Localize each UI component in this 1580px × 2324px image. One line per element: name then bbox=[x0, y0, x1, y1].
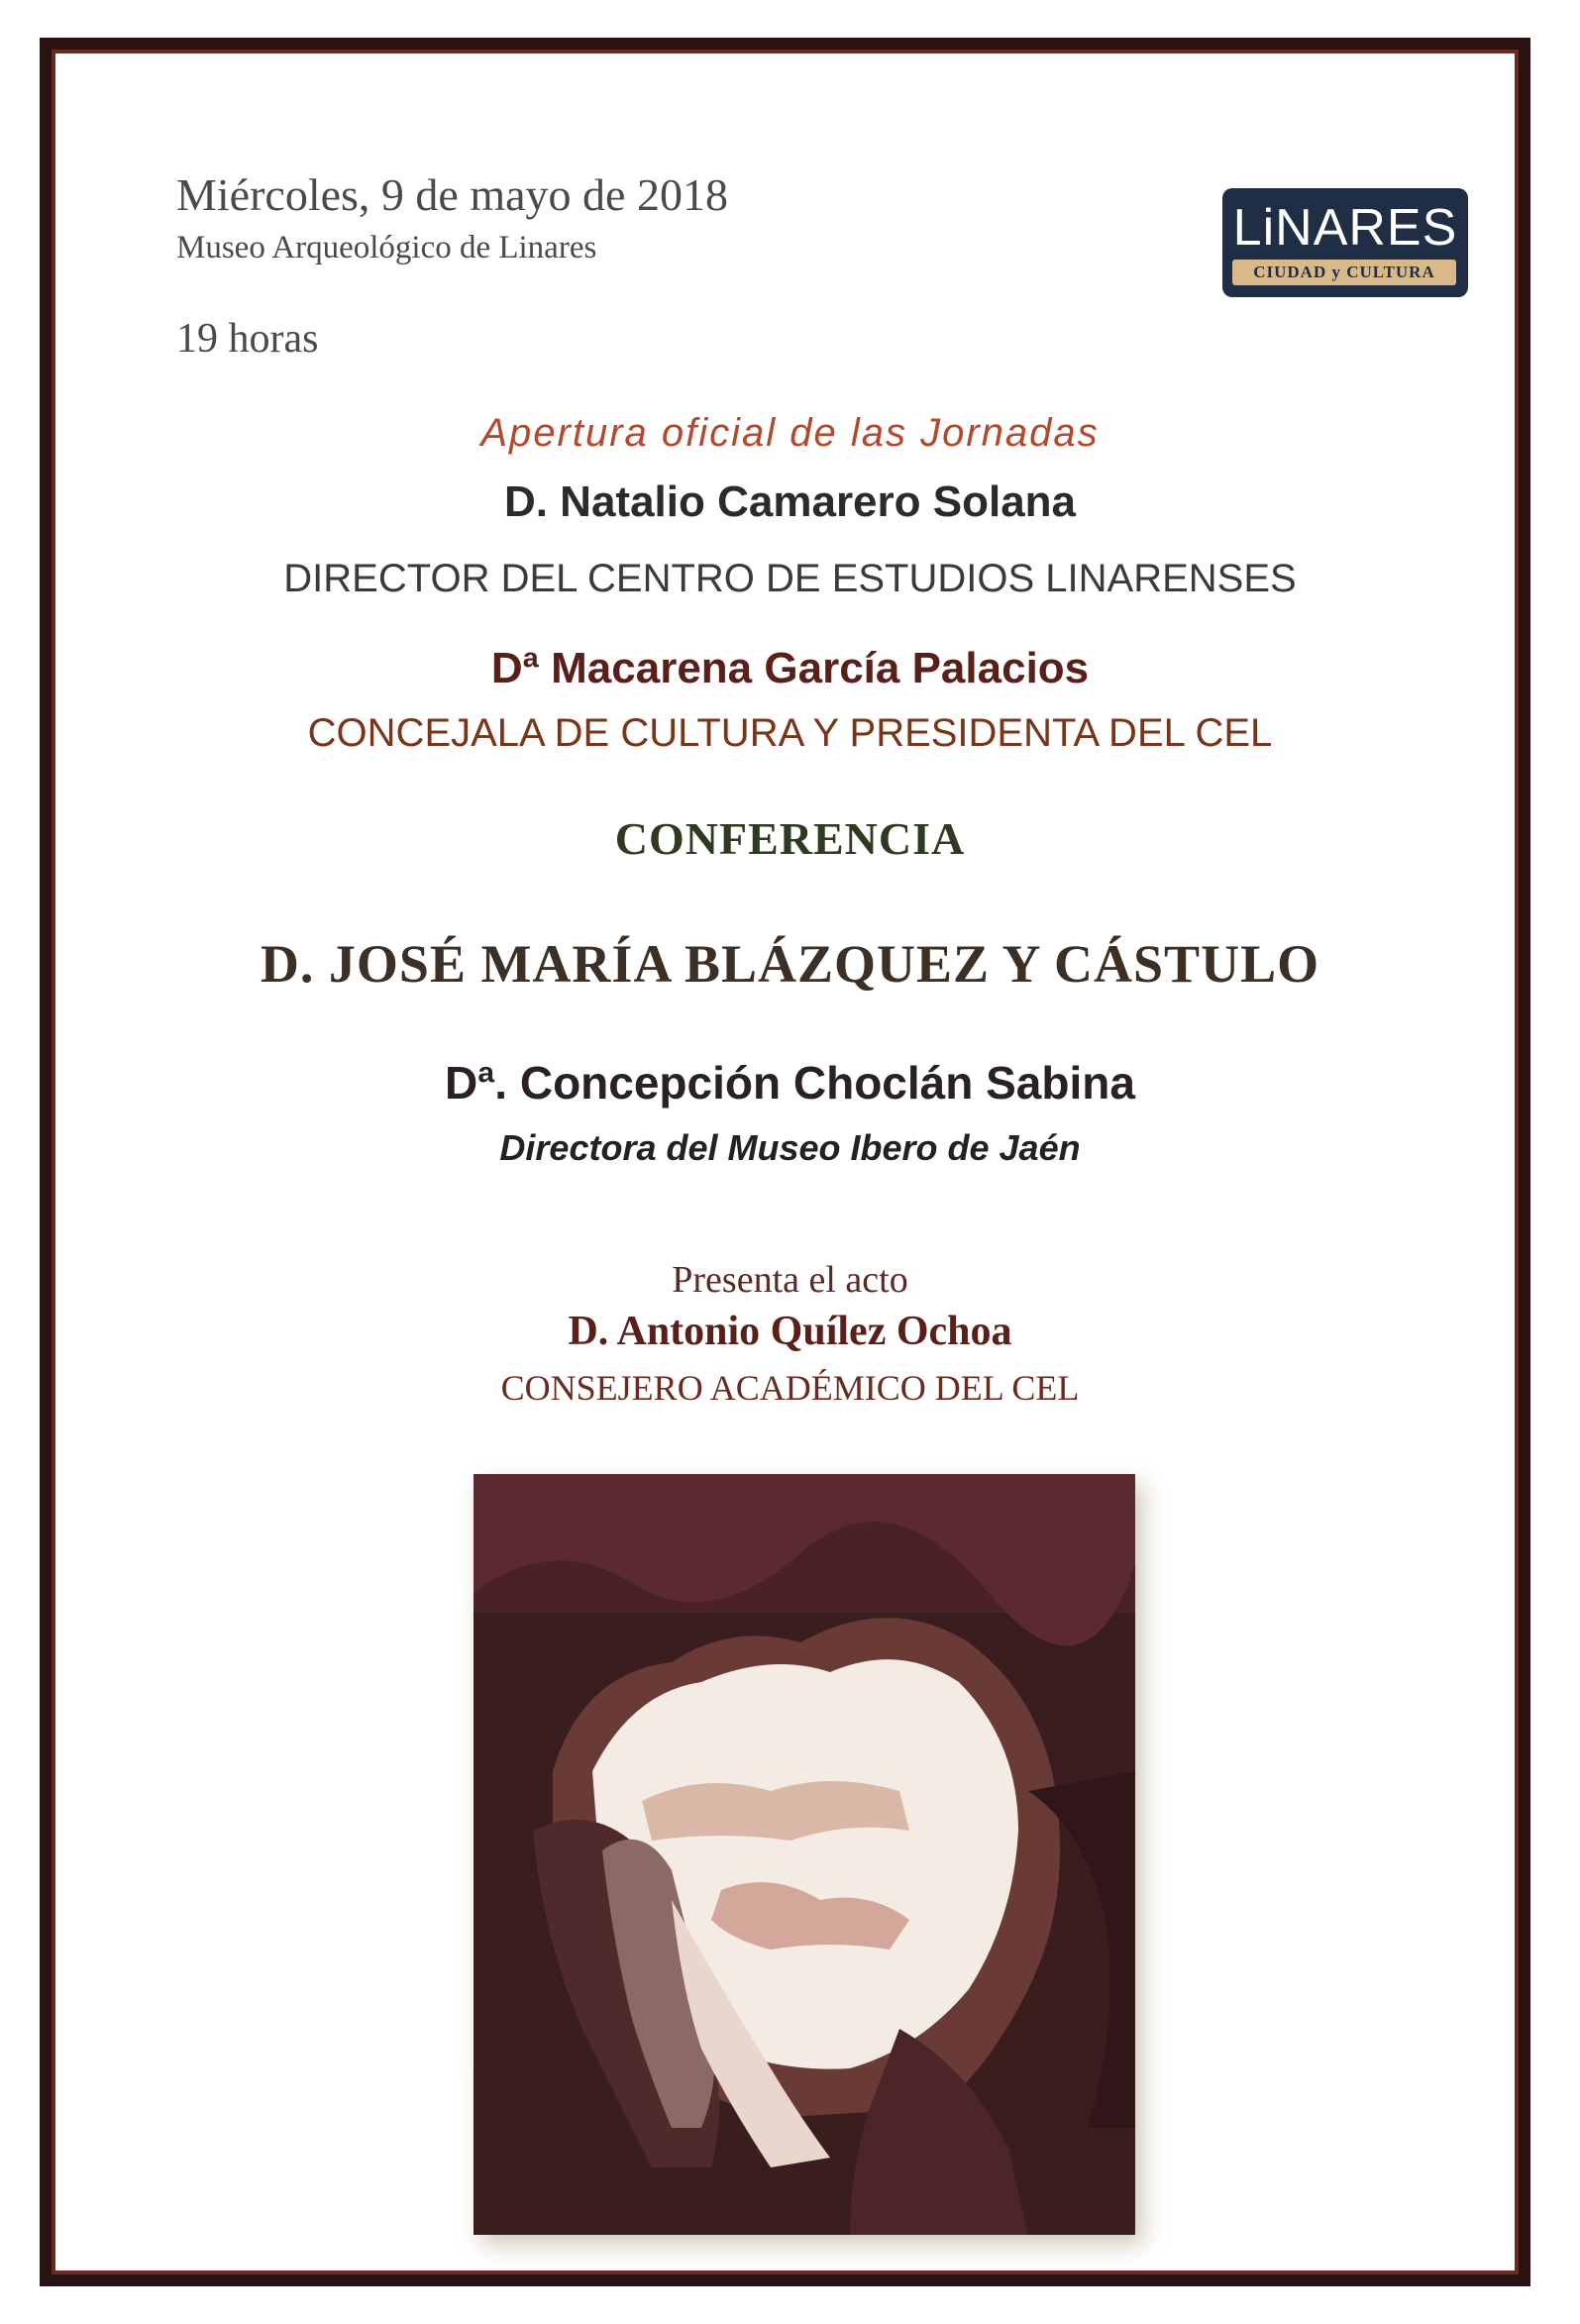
conference-speaker-name: Dª. Concepción Choclán Sabina bbox=[445, 1057, 1135, 1109]
presenter-role: CONSEJERO ACADÉMICO DEL CEL bbox=[500, 1368, 1080, 1408]
speaker2-name: Dª Macarena García Palacios bbox=[490, 644, 1090, 692]
conference-label: CONFERENCIA bbox=[614, 813, 966, 864]
event-time: 19 horas bbox=[176, 316, 319, 362]
conference-title: D. JOSÉ MARÍA BLÁZQUEZ Y CÁSTULO bbox=[260, 934, 1320, 994]
conference-speaker-role: Directora del Museo Ibero de Jaén bbox=[499, 1127, 1081, 1168]
event-venue: Museo Arqueológico de Linares bbox=[176, 230, 597, 265]
speaker1-name: D. Natalio Camarero Solana bbox=[503, 477, 1077, 526]
opening-heading: Apertura oficial de las Jornadas bbox=[480, 411, 1100, 455]
event-date: Miércoles, 9 de mayo de 2018 bbox=[176, 169, 728, 220]
logo-wordmark: LiNARES bbox=[1232, 199, 1458, 257]
linares-logo bbox=[1222, 188, 1468, 297]
speaker2-role: CONCEJALA DE CULTURA Y PRESIDENTA DEL CEL bbox=[307, 711, 1273, 755]
speaker1-role: DIRECTOR DEL CENTRO DE ESTUDIOS LINARENSES bbox=[283, 557, 1297, 600]
portrait-artwork bbox=[474, 1474, 1135, 2235]
presenter-intro: Presenta el acto bbox=[672, 1259, 908, 1301]
logo-tagline: CIUDAD y CULTURA bbox=[1232, 260, 1456, 285]
presenter-name: D. Antonio Quílez Ochoa bbox=[568, 1309, 1012, 1354]
